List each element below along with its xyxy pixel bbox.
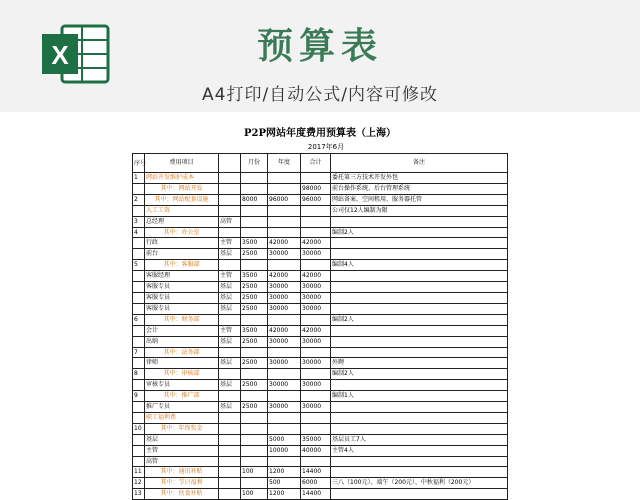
cell-level[interactable] xyxy=(219,391,241,402)
cell-level[interactable] xyxy=(219,205,241,216)
cell-month[interactable]: 2500 xyxy=(241,249,268,260)
cell-item[interactable]: 人工工资 xyxy=(145,205,219,216)
cell-note[interactable]: 编制2人 xyxy=(331,227,508,238)
cell-item[interactable]: 其中：财务部 xyxy=(145,314,219,325)
cell-total[interactable] xyxy=(301,423,331,434)
cell-year[interactable] xyxy=(268,412,301,423)
cell-note[interactable]: 主管4人 xyxy=(331,445,508,456)
cell-level[interactable]: 主管 xyxy=(219,325,241,336)
table-row xyxy=(133,173,508,184)
cell-item[interactable]: 客服经理 xyxy=(145,271,219,282)
cell-no[interactable] xyxy=(133,456,145,467)
cell-month[interactable]: 8000 xyxy=(241,194,268,205)
cell-total[interactable] xyxy=(301,412,331,423)
cell-total[interactable]: 30000 xyxy=(301,282,331,293)
budget-table xyxy=(132,153,508,500)
cell-note[interactable] xyxy=(331,216,508,227)
table-row xyxy=(133,412,508,423)
cell-no[interactable] xyxy=(133,271,145,282)
cell-note[interactable]: 委托第三方技术开发外包 xyxy=(331,173,508,184)
table-row xyxy=(133,292,508,303)
cell-note[interactable] xyxy=(331,292,508,303)
cell-total[interactable]: 30000 xyxy=(301,249,331,260)
cell-note[interactable]: 外聘 xyxy=(331,358,508,369)
cell-month[interactable]: 2500 xyxy=(241,402,268,413)
cell-no[interactable] xyxy=(133,445,145,456)
cell-year[interactable]: 30000 xyxy=(268,380,301,391)
cell-note[interactable]: 基层员工7人 xyxy=(331,434,508,445)
cell-month[interactable]: 100 xyxy=(241,489,268,500)
cell-year[interactable]: 30000 xyxy=(268,303,301,314)
cell-year[interactable] xyxy=(268,423,301,434)
cell-no[interactable] xyxy=(133,183,145,194)
cell-level[interactable] xyxy=(219,445,241,456)
cell-note[interactable] xyxy=(331,380,508,391)
table-row xyxy=(133,434,508,445)
cell-year[interactable]: 30000 xyxy=(268,402,301,413)
cell-month[interactable] xyxy=(241,391,268,402)
table-row xyxy=(133,336,508,347)
table-row xyxy=(133,249,508,260)
cell-level[interactable]: 基层 xyxy=(219,249,241,260)
cell-level[interactable] xyxy=(219,467,241,478)
cell-item[interactable]: 职工福利费 xyxy=(145,412,219,423)
cell-year[interactable]: 96000 xyxy=(268,194,301,205)
cell-level[interactable] xyxy=(219,412,241,423)
cell-month[interactable]: 2500 xyxy=(241,336,268,347)
header-month: 月份 xyxy=(241,154,268,173)
cell-total[interactable]: 30000 xyxy=(301,402,331,413)
logo-letter: X xyxy=(51,40,69,70)
cell-month[interactable]: 3500 xyxy=(241,271,268,282)
cell-month[interactable] xyxy=(241,456,268,467)
cell-total[interactable] xyxy=(301,173,331,184)
cell-item[interactable]: 其中：审核部 xyxy=(145,369,219,380)
table-row xyxy=(133,260,508,271)
cell-note[interactable]: 编制4人 xyxy=(331,260,508,271)
table-row xyxy=(133,467,508,478)
cell-level[interactable] xyxy=(219,314,241,325)
table-row xyxy=(133,314,508,325)
cell-month[interactable]: 2500 xyxy=(241,303,268,314)
cell-total[interactable]: 30000 xyxy=(301,358,331,369)
cell-item[interactable]: 其中：办公室 xyxy=(145,227,219,238)
cell-level[interactable] xyxy=(219,456,241,467)
table-header-row xyxy=(133,154,508,173)
cell-total[interactable] xyxy=(301,227,331,238)
cell-total[interactable]: 14400 xyxy=(301,489,331,500)
cell-month[interactable] xyxy=(241,445,268,456)
cell-month[interactable]: 3500 xyxy=(241,325,268,336)
table-row xyxy=(133,303,508,314)
table-row xyxy=(133,205,508,216)
cell-total[interactable]: 98000 xyxy=(301,183,331,194)
cell-note[interactable] xyxy=(331,402,508,413)
cell-month[interactable] xyxy=(241,369,268,380)
cell-note[interactable] xyxy=(331,325,508,336)
cell-no[interactable]: 3 xyxy=(133,216,145,227)
table-body xyxy=(133,173,508,500)
cell-month[interactable] xyxy=(241,478,268,489)
cell-month[interactable]: 2500 xyxy=(241,282,268,293)
cell-no[interactable] xyxy=(133,358,145,369)
cell-no[interactable] xyxy=(133,336,145,347)
cell-note[interactable] xyxy=(331,336,508,347)
cell-item[interactable]: 前台 xyxy=(145,249,219,260)
cell-item[interactable]: 其中：伙食补贴 xyxy=(145,489,219,500)
table-row xyxy=(133,194,508,205)
cell-month[interactable] xyxy=(241,412,268,423)
cell-note[interactable]: 三八（100元）、端午（200元）、中秋福利（200元） xyxy=(331,478,508,489)
page-subtitle: A4打印/自动公式/内容可修改 xyxy=(202,85,438,105)
cell-note[interactable] xyxy=(331,249,508,260)
cell-item[interactable]: 总经理 xyxy=(145,216,219,227)
cell-year[interactable]: 1200 xyxy=(268,467,301,478)
cell-level[interactable] xyxy=(219,227,241,238)
cell-level[interactable] xyxy=(219,434,241,445)
cell-no[interactable] xyxy=(133,402,145,413)
cell-item[interactable]: 客服专员 xyxy=(145,303,219,314)
budget-sheet xyxy=(132,120,508,500)
cell-level[interactable]: 基层 xyxy=(219,292,241,303)
cell-year[interactable] xyxy=(268,183,301,194)
header-item: 费用项目 xyxy=(145,154,219,173)
cell-level[interactable] xyxy=(219,194,241,205)
cell-year[interactable] xyxy=(268,456,301,467)
cell-level[interactable] xyxy=(219,347,241,358)
cell-month[interactable] xyxy=(241,216,268,227)
cell-item[interactable]: 推广专员 xyxy=(145,402,219,413)
header-total: 合计 xyxy=(301,154,331,173)
table-row xyxy=(133,369,508,380)
cell-level[interactable]: 高管 xyxy=(219,216,241,227)
cell-item[interactable]: 其中：通讯补贴 xyxy=(145,467,219,478)
sheet-title: P2P网站年度费用预算表（上海） xyxy=(244,128,396,139)
table-row xyxy=(133,325,508,336)
cell-year[interactable]: 30000 xyxy=(268,358,301,369)
cell-total[interactable]: 30000 xyxy=(301,292,331,303)
cell-month[interactable]: 3500 xyxy=(241,238,268,249)
cell-no[interactable]: 10 xyxy=(133,423,145,434)
cell-month[interactable] xyxy=(241,314,268,325)
cell-no[interactable]: 6 xyxy=(133,314,145,325)
cell-year[interactable]: 30000 xyxy=(268,336,301,347)
cell-no[interactable]: 9 xyxy=(133,391,145,402)
cell-no[interactable] xyxy=(133,205,145,216)
cell-month[interactable] xyxy=(241,173,268,184)
cell-note[interactable] xyxy=(331,489,508,500)
cell-month[interactable]: 2500 xyxy=(241,380,268,391)
cell-level[interactable] xyxy=(219,173,241,184)
cell-month[interactable] xyxy=(241,227,268,238)
cell-total[interactable]: 40000 xyxy=(301,445,331,456)
header-year: 年度 xyxy=(268,154,301,173)
cell-month[interactable] xyxy=(241,347,268,358)
cell-year[interactable]: 1200 xyxy=(268,489,301,500)
table-row xyxy=(133,402,508,413)
table-row xyxy=(133,445,508,456)
cell-total[interactable]: 30000 xyxy=(301,336,331,347)
cell-no[interactable] xyxy=(133,238,145,249)
cell-year[interactable]: 500 xyxy=(268,478,301,489)
cell-year[interactable]: 42000 xyxy=(268,271,301,282)
cell-year[interactable]: 10000 xyxy=(268,445,301,456)
cell-no[interactable] xyxy=(133,282,145,293)
cell-month[interactable] xyxy=(241,183,268,194)
cell-no[interactable]: 5 xyxy=(133,260,145,271)
cell-no[interactable]: 2 xyxy=(133,194,145,205)
cell-total[interactable] xyxy=(301,314,331,325)
header-note: 备注 xyxy=(331,154,508,173)
cell-note[interactable] xyxy=(331,423,508,434)
cell-total[interactable] xyxy=(301,205,331,216)
table-row xyxy=(133,380,508,391)
cell-item[interactable]: 高管 xyxy=(145,456,219,467)
cell-no[interactable] xyxy=(133,325,145,336)
cell-total[interactable]: 35000 xyxy=(301,434,331,445)
cell-item[interactable]: 网站开发维护成本 xyxy=(145,173,219,184)
cell-total[interactable] xyxy=(301,216,331,227)
table-row xyxy=(133,391,508,402)
cell-item[interactable]: 会计 xyxy=(145,325,219,336)
cell-no[interactable] xyxy=(133,380,145,391)
cell-level[interactable] xyxy=(219,260,241,271)
table-row xyxy=(133,423,508,434)
cell-total[interactable] xyxy=(301,347,331,358)
cell-year[interactable] xyxy=(268,369,301,380)
cell-level[interactable] xyxy=(219,489,241,500)
header-level xyxy=(219,154,241,173)
cell-total[interactable]: 14400 xyxy=(301,467,331,478)
cell-item[interactable]: 其中：节日福利 xyxy=(145,478,219,489)
cell-note[interactable]: 网站备案、空间租用、服务器托管 xyxy=(331,194,508,205)
cell-note[interactable] xyxy=(331,238,508,249)
banner xyxy=(0,0,640,112)
cell-item[interactable]: 其中：网站配套设施 xyxy=(145,194,219,205)
cell-item[interactable]: 其中：客服部 xyxy=(145,260,219,271)
sheet-date: 2017年6月 xyxy=(307,143,345,151)
cell-total[interactable]: 30000 xyxy=(301,303,331,314)
cell-month[interactable] xyxy=(241,260,268,271)
cell-no[interactable]: 11 xyxy=(133,467,145,478)
cell-year[interactable]: 30000 xyxy=(268,282,301,293)
cell-no[interactable]: 8 xyxy=(133,369,145,380)
cell-item[interactable]: 其中：法务部 xyxy=(145,347,219,358)
cell-item[interactable]: 律师 xyxy=(145,358,219,369)
table-row xyxy=(133,347,508,358)
cell-note[interactable]: 编制2人 xyxy=(331,369,508,380)
table-row xyxy=(133,238,508,249)
page-title: 预算表 xyxy=(256,26,383,67)
cell-no[interactable] xyxy=(133,434,145,445)
cell-total[interactable]: 96000 xyxy=(301,194,331,205)
cell-level[interactable] xyxy=(219,423,241,434)
cell-month[interactable]: 2500 xyxy=(241,292,268,303)
table-row xyxy=(133,358,508,369)
cell-year[interactable] xyxy=(268,391,301,402)
cell-year[interactable] xyxy=(268,260,301,271)
cell-year[interactable] xyxy=(268,227,301,238)
cell-year[interactable]: 5000 xyxy=(268,434,301,445)
table-row xyxy=(133,282,508,293)
cell-note[interactable]: 公司仅12人编制为限 xyxy=(331,205,508,216)
cell-note[interactable]: 编制2人 xyxy=(331,314,508,325)
cell-level[interactable] xyxy=(219,369,241,380)
cell-level[interactable]: 主管 xyxy=(219,238,241,249)
cell-total[interactable] xyxy=(301,260,331,271)
cell-total[interactable] xyxy=(301,456,331,467)
cell-no[interactable] xyxy=(133,412,145,423)
cell-item[interactable]: 出纳 xyxy=(145,336,219,347)
cell-month[interactable] xyxy=(241,434,268,445)
cell-total[interactable]: 6000 xyxy=(301,478,331,489)
cell-year[interactable] xyxy=(268,314,301,325)
cell-item[interactable]: 审核专员 xyxy=(145,380,219,391)
cell-note[interactable] xyxy=(331,303,508,314)
cell-no[interactable] xyxy=(133,292,145,303)
cell-level[interactable]: 主管 xyxy=(219,271,241,282)
table-row xyxy=(133,489,508,500)
cell-year[interactable] xyxy=(268,205,301,216)
cell-item[interactable]: 行政 xyxy=(145,238,219,249)
table-row xyxy=(133,478,508,489)
table-row xyxy=(133,216,508,227)
cell-total[interactable]: 42000 xyxy=(301,238,331,249)
cell-year[interactable]: 42000 xyxy=(268,238,301,249)
cell-year[interactable] xyxy=(268,216,301,227)
cell-level[interactable] xyxy=(219,183,241,194)
cell-note[interactable]: 编制1人 xyxy=(331,391,508,402)
cell-level[interactable]: 基层 xyxy=(219,282,241,293)
cell-no[interactable] xyxy=(133,303,145,314)
cell-note[interactable] xyxy=(331,282,508,293)
cell-item[interactable]: 主管 xyxy=(145,445,219,456)
cell-month[interactable] xyxy=(241,205,268,216)
cell-note[interactable] xyxy=(331,347,508,358)
cell-item[interactable]: 基层 xyxy=(145,434,219,445)
cell-item[interactable]: 其中：年终奖金 xyxy=(145,423,219,434)
cell-no[interactable]: 13 xyxy=(133,489,145,500)
cell-no[interactable] xyxy=(133,249,145,260)
table-row xyxy=(133,456,508,467)
cell-total[interactable]: 42000 xyxy=(301,325,331,336)
cell-item[interactable]: 客服专员 xyxy=(145,282,219,293)
cell-note[interactable] xyxy=(331,271,508,282)
cell-item[interactable]: 其中：推广部 xyxy=(145,391,219,402)
cell-total[interactable] xyxy=(301,391,331,402)
cell-note[interactable] xyxy=(331,467,508,478)
cell-no[interactable]: 4 xyxy=(133,227,145,238)
cell-level[interactable]: 基层 xyxy=(219,380,241,391)
cell-year[interactable]: 30000 xyxy=(268,249,301,260)
cell-total[interactable] xyxy=(301,369,331,380)
cell-year[interactable]: 42000 xyxy=(268,325,301,336)
cell-total[interactable]: 42000 xyxy=(301,271,331,282)
cell-note[interactable]: 前台操作系统、后台管理系统 xyxy=(331,183,508,194)
cell-total[interactable]: 30000 xyxy=(301,380,331,391)
cell-no[interactable]: 7 xyxy=(133,347,145,358)
cell-year[interactable]: 30000 xyxy=(268,292,301,303)
cell-note[interactable] xyxy=(331,456,508,467)
header-no: 序号 xyxy=(133,154,145,173)
cell-level[interactable]: 基层 xyxy=(219,336,241,347)
cell-level[interactable]: 基层 xyxy=(219,303,241,314)
cell-month[interactable] xyxy=(241,423,268,434)
cell-year[interactable] xyxy=(268,173,301,184)
cell-month[interactable]: 2500 xyxy=(241,358,268,369)
cell-item[interactable]: 其中：网站开发 xyxy=(145,183,219,194)
cell-item[interactable]: 客服专员 xyxy=(145,292,219,303)
cell-level[interactable]: 基层 xyxy=(219,358,241,369)
table-row xyxy=(133,227,508,238)
cell-note[interactable] xyxy=(331,412,508,423)
cell-no[interactable]: 1 xyxy=(133,173,145,184)
cell-year[interactable] xyxy=(268,347,301,358)
table-row xyxy=(133,183,508,194)
cell-no[interactable]: 12 xyxy=(133,478,145,489)
cell-level[interactable]: 基层 xyxy=(219,402,241,413)
table-row xyxy=(133,271,508,282)
cell-level[interactable] xyxy=(219,478,241,489)
cell-month[interactable]: 100 xyxy=(241,467,268,478)
